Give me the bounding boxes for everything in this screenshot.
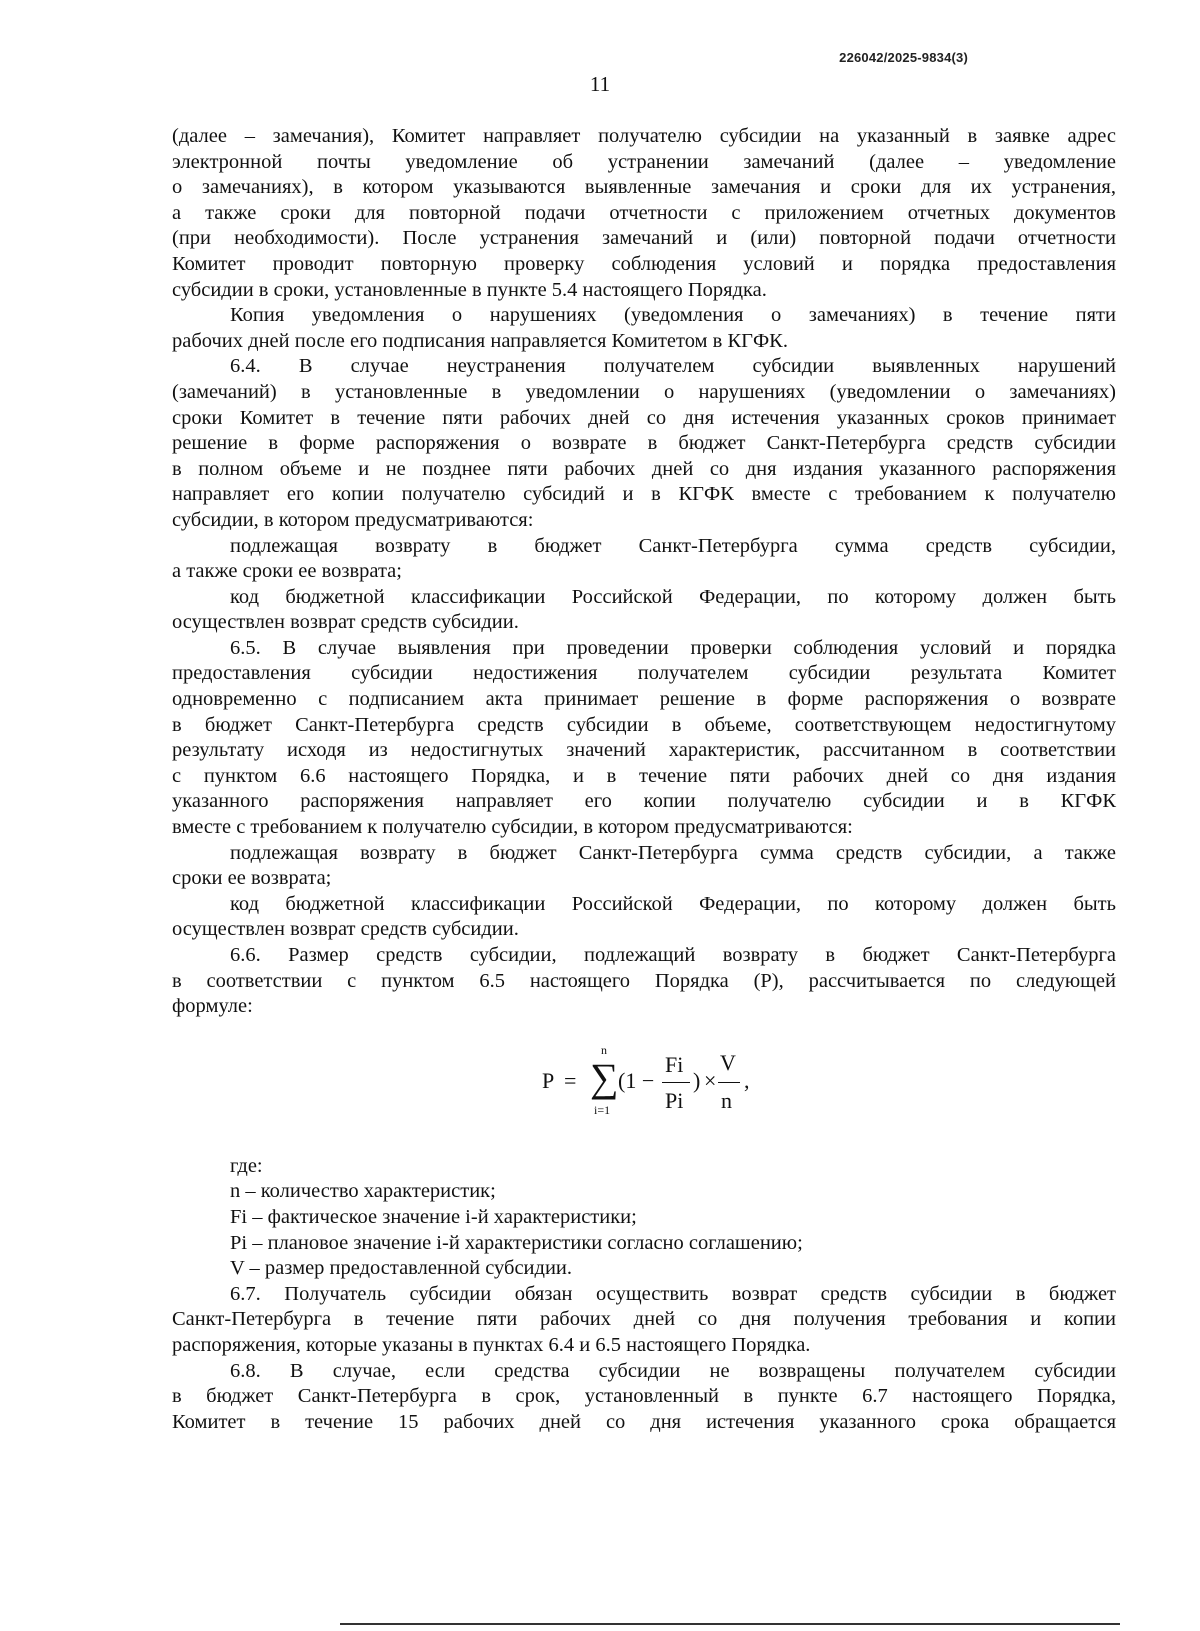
formula-lhs: P	[542, 1067, 555, 1093]
clause-6-6-line: в соответствии с пунктом 6.5 настоящего Порядка (P), рассчитывается по следующей	[172, 969, 1116, 992]
formula-upper-limit: n	[601, 1042, 607, 1057]
legend-item-f: Fi – фактическое значение i-й характеристики;	[230, 1205, 637, 1228]
clause-6-5-line: результату исходя из недостигнутых значений характеристик, рассчитанном в соответствии	[172, 739, 1116, 762]
legend-item-v: V – размер предоставленной субсидии.	[230, 1257, 573, 1280]
paragraph-line: сроки ее возврата;	[172, 867, 332, 890]
formula-fraction-bar	[718, 1082, 740, 1083]
paragraph-line: осуществлен возврат средств субсидии.	[172, 611, 519, 634]
clause-6-6-line: 6.6. Размер средств субсидии, подлежащий возврату в бюджет Санкт-Петербурга	[230, 944, 1116, 966]
paragraph-line: а также сроки ее возврата;	[172, 560, 402, 583]
formula-numerator-f: Fi	[665, 1051, 684, 1077]
formula-denominator-n: n	[721, 1087, 732, 1113]
paragraph-line: электронной почты уведомление об устранении замечаний (далее – уведомление	[172, 150, 1116, 173]
formula-sigma: ∑	[590, 1054, 619, 1100]
paragraph-line: подлежащая возврату в бюджет Санкт-Петербурга сумма средств субсидии, а также	[230, 841, 1116, 864]
legend-item-n: n – количество характеристик;	[230, 1180, 496, 1203]
clause-6-5-line: 6.5. В случае выявления при проведении проверки соблюдения условий и порядка	[230, 636, 1116, 659]
formula-comma: ,	[744, 1067, 750, 1093]
bottom-scan-line	[340, 1623, 1120, 1625]
clause-6-8-line: 6.8. В случае, если средства субсидии не возвращены получателем субсидии	[230, 1359, 1116, 1382]
clause-6-4-line: в полном объеме и не позднее пяти рабочих дней со дня издания указанного распоряжения	[172, 457, 1116, 480]
clause-6-5-line: одновременно с подписанием акта принимает решение в форме распоряжения о возврате	[172, 688, 1116, 711]
formula-fraction-bar	[662, 1082, 690, 1083]
formula-open-paren: (1 −	[618, 1067, 655, 1093]
clause-6-4-line: решение в форме распоряжения о возврате в бюджет Санкт-Петербурга средств субсидии	[172, 432, 1116, 455]
formula-lower-limit: i=1	[594, 1102, 611, 1117]
clause-6-5-line: вместе с требованием к получателю субсидии, в котором предусматриваются:	[172, 816, 853, 839]
clause-6-8-line: в бюджет Санкт-Петербурга в срок, установленный в пункте 6.7 настоящего Порядка,	[172, 1385, 1116, 1408]
formula-numerator-v: V	[720, 1049, 736, 1075]
legend-item-p: Pi – плановое значение i-й характеристики согласно соглашению;	[230, 1231, 803, 1254]
clause-6-5-line: указанного распоряжения направляет его копии получателю субсидии и в КГФК	[172, 790, 1116, 813]
page-number: 11	[589, 72, 611, 96]
clause-6-5-line: в бюджет Санкт-Петербурга средств субсидии в объеме, соответствующем недостигнутому	[172, 713, 1116, 736]
formula-denominator-p: Pi	[665, 1087, 684, 1113]
paragraph-line: субсидии в сроки, установленные в пункте 5.4 настоящего Порядка.	[172, 278, 767, 301]
clause-6-5-line: с пунктом 6.6 настоящего Порядка, и в течение пяти рабочих дней со дня издания	[172, 764, 1116, 787]
formula-close-paren: )	[693, 1067, 701, 1093]
clause-6-4-line: (замечаний) в установленные в уведомлении о нарушениях (уведомлении о замечаниях)	[172, 380, 1116, 403]
paragraph-line: а также сроки для повторной подачи отчетности с приложением отчетных документов	[172, 201, 1116, 224]
formula-legend	[172, 1154, 1116, 1282]
paragraph-line: Комитет проводит повторную проверку соблюдения условий и порядка предоставления	[172, 252, 1116, 275]
paragraph-line: (далее – замечания), Комитет направляет получателю субсидии на указанный в заявке адрес	[172, 125, 1116, 147]
clause-6-5-line: предоставления субсидии недостижения получателем субсидии результата Комитет	[172, 662, 1116, 685]
document-body	[172, 124, 1116, 1435]
paragraph-line: (при необходимости). После устранения замечаний и (или) повторной подачи отчетности	[172, 227, 1116, 250]
paragraph-line: подлежащая возврату в бюджет Санкт-Петербурга сумма средств субсидии,	[230, 534, 1116, 557]
paragraph-line: осуществлен возврат средств субсидии.	[172, 918, 519, 941]
clause-6-7-line: распоряжения, которые указаны в пунктах 6.4 и 6.5 настоящего Порядка.	[172, 1333, 811, 1356]
formula-equals: =	[564, 1067, 577, 1093]
paragraph-line: код бюджетной классификации Российской Федерации, по которому должен быть	[230, 585, 1116, 608]
paragraph-line: о замечаниях), в котором указываются выявленные замечания и сроки для их устранения,	[172, 176, 1116, 199]
clause-6-4-line: сроки Комитет в течение пяти рабочих дней со дня истечения указанных сроков принимает	[172, 406, 1116, 429]
paragraph-line: рабочих дней после его подписания направляется Комитетом в КГФК.	[172, 329, 788, 352]
formula	[172, 1024, 1116, 1148]
clause-6-7-line: Санкт-Петербурга в течение пяти рабочих дней со дня получения требования и копии	[172, 1308, 1116, 1331]
clause-6-6-line: формуле:	[172, 995, 253, 1018]
paragraph-line: код бюджетной классификации Российской Федерации, по которому должен быть	[230, 892, 1116, 915]
document-id: 226042/2025-9834(3)	[839, 50, 968, 65]
clause-6-4-line: направляет его копии получателю субсидий и в КГФК вместе с требованием к получателю	[172, 483, 1116, 506]
legend-where: где:	[230, 1154, 263, 1177]
paragraph-line: Копия уведомления о нарушениях (уведомления о замечаниях) в течение пяти	[230, 304, 1116, 327]
clause-6-8-line: Комитет в течение 15 рабочих дней со дня истечения указанного срока обращается	[172, 1410, 1116, 1433]
formula-times: ×	[704, 1067, 717, 1093]
clause-6-4-line: 6.4. В случае неустранения получателем субсидии выявленных нарушений	[230, 355, 1116, 378]
clause-6-4-line: субсидии, в котором предусматриваются:	[172, 508, 534, 531]
clause-6-7-line: 6.7. Получатель субсидии обязан осуществить возврат средств субсидии в бюджет	[230, 1282, 1116, 1305]
